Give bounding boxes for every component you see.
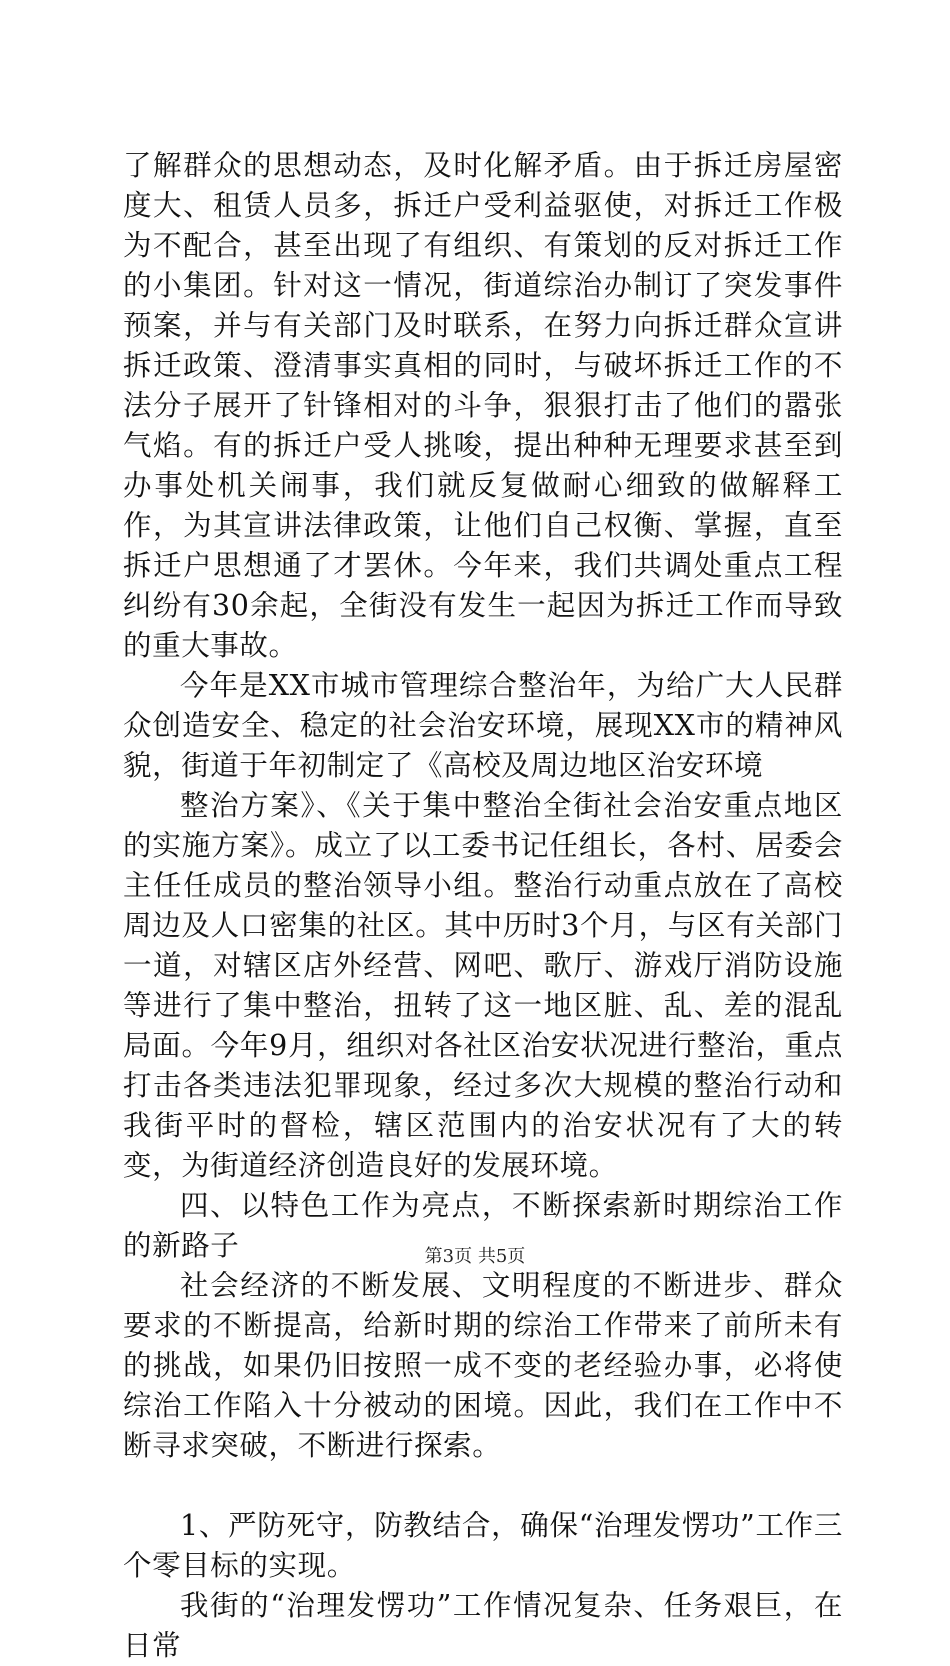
paragraph-2: 今年是XX市城市管理综合整治年，为给广大人民群众创造安全、稳定的社会治安环境，展现XX市的精神风貌，街道于年初制定了《高校及周边地区治安环境 bbox=[123, 669, 843, 782]
document-body bbox=[123, 146, 843, 1666]
blank-line bbox=[123, 1466, 843, 1506]
section-heading: 四、以特色工作为亮点，不断探索新时期综治工作的新路子 bbox=[123, 1189, 843, 1262]
paragraph-1: 了解群众的思想动态，及时化解矛盾。由于拆迁房屋密度大、租赁人员多，拆迁户受利益驱使，对拆迁工作极为不配合，甚至出现了有组织、有策划的反对拆迁工作的小集团。针对这一情况，街道综治办制订了突发事件预案，并与有关部门及时联系，在努力向拆迁群众宣讲拆迁政策、澄清事实真相的同时，与破坏拆迁工作的不法分子展开了针锋相对的斗争，狠狠打击了他们的嚣张气焰。有的拆迁户受人挑唆，提出种种无理要求甚至到办事处机关闹事，我们就反复做耐心细致的做解释工作，为其宣讲法律政策，让他们自己权衡、掌握，直至拆迁户思想通了才罢休。今年来，我们共调处重点工程纠纷有30余起，全街没有发生一起因为拆迁工作而导致的重大事故。 bbox=[123, 149, 843, 662]
paragraph-4: 社会经济的不断发展、文明程度的不断进步、群众要求的不断提高，给新时期的综治工作带来了前所未有的挑战，如果仍旧按照一成不变的老经验办事，必将使综治工作陷入十分被动的困境。因此，我们在工作中不断寻求突破，不断进行探索。 bbox=[123, 1269, 843, 1462]
subsection-heading: 1、严防死守，防教结合，确保“治理发愣功”工作三个零目标的实现。 bbox=[123, 1509, 843, 1582]
paragraph-5: 我街的“治理发愣功”工作情况复杂、任务艰巨，在日常 bbox=[123, 1589, 843, 1662]
paragraph-3: 整治方案》、《关于集中整治全街社会治安重点地区的实施方案》。成立了以工委书记任组长，各村、居委会主任任成员的整治领导小组。整治行动重点放在了高校周边及人口密集的社区。其中历时3个月，与区有关部门一道，对辖区店外经营、网吧、歌厅、游戏厅消防设施等进行了集中整治，扭转了这一地区脏、乱、差的混乱局面。今年9月，组织对各社区治安状况进行整治，重点打击各类违法犯罪现象，经过多次大规模的整治行动和我街平时的督检，辖区范围内的治安状况有了大的转变，为街道经济创造良好的发展环境。 bbox=[123, 789, 843, 1182]
page-number: 第3页 共5页 bbox=[424, 1246, 526, 1267]
